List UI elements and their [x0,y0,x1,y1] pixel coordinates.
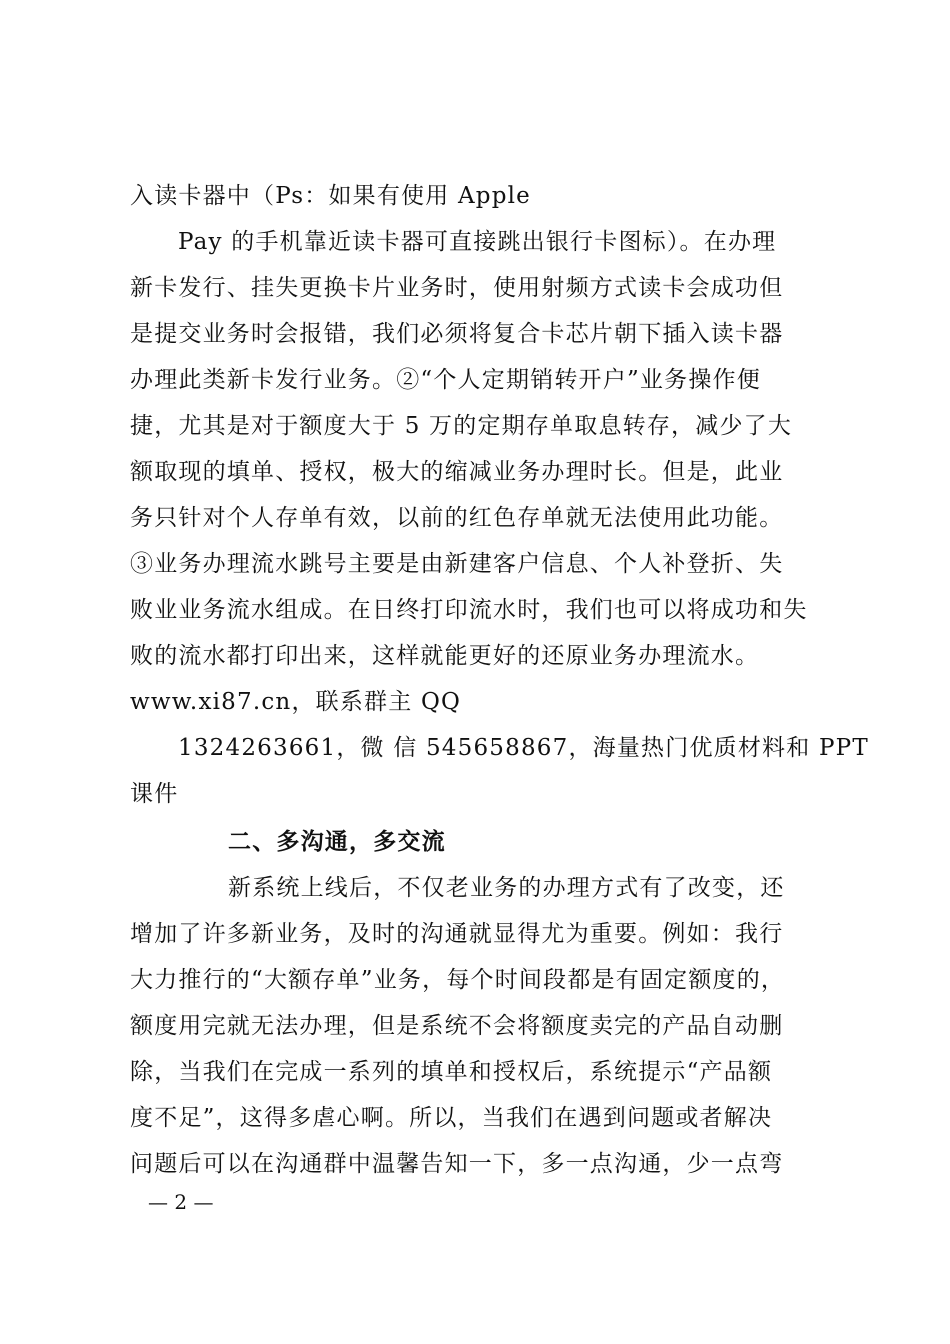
text-line: 入读卡器中（Ps：如果有使用 Apple [130,183,531,209]
text-line: 问题后可以在沟通群中温馨告知一下，多一点沟通，少一点弯 [130,1151,784,1177]
text-line: 1324263661，微 信 545658867，海量热门优质材料和 PPT [178,735,869,761]
text-line: 务只针对个人存单有效，以前的红色存单就无法使用此功能。 [130,505,784,531]
text-line: 除，当我们在完成一系列的填单和授权后，系统提示“产品额 [130,1059,773,1085]
text-line: 是提交业务时会报错，我们必须将复合卡芯片朝下插入读卡器 [130,321,784,347]
text-line: ③业务办理流水跳号主要是由新建客户信息、个人补登折、失 [130,551,784,577]
text-line: 新卡发行、挂失更换卡片业务时，使用射频方式读卡会成功但 [130,275,784,301]
text-line: 捷，尤其是对于额度大于 5 万的定期存单取息转存，减少了大 [130,413,793,439]
text-line: 额取现的填单、授权，极大的缩减业务办理时长。但是，此业 [130,459,784,485]
section-heading: 二、多沟通，多交流 [228,828,446,855]
text-line: Pay 的手机靠近读卡器可直接跳出银行卡图标）。在办理 [178,229,777,255]
text-line: 度不足”，这得多虐心啊。所以，当我们在遇到问题或者解决 [130,1105,773,1131]
text-line: 课件 [130,781,179,807]
text-line: www.xi87.cn，联系群主 QQ [130,689,462,715]
text-line: 大力推行的“大额存单”业务，每个时间段都是有固定额度的， [130,967,786,993]
text-line: 新系统上线后，不仅老业务的办理方式有了改变，还 [228,875,785,901]
text-line: 额度用完就无法办理，但是系统不会将额度卖完的产品自动删 [130,1013,784,1039]
text-line: 增加了许多新业务，及时的沟通就显得尤为重要。例如：我行 [130,921,784,947]
text-line: 办理此类新卡发行业务。②“个人定期销转开户”业务操作便 [130,367,761,393]
text-line: 败业业务流水组成。在日终打印流水时，我们也可以将成功和失 [130,597,808,623]
page-number: — 2 — [148,1190,214,1214]
text-line: 败的流水都打印出来，这样就能更好的还原业务办理流水。 [130,643,760,669]
